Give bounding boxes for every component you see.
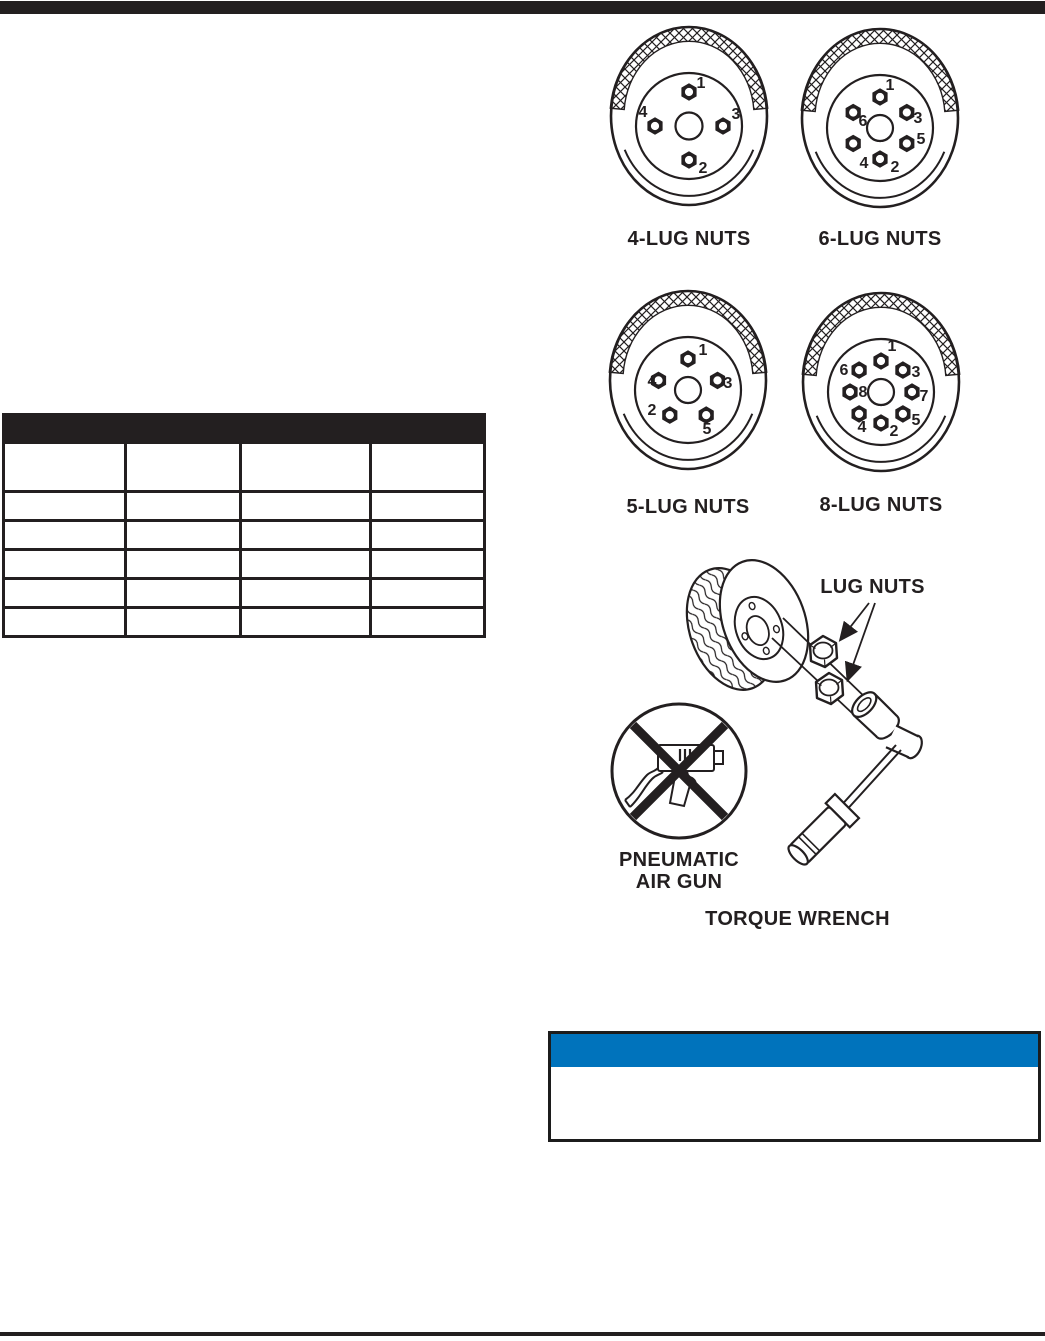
lug-number-2: 2 xyxy=(698,160,708,177)
table-cell xyxy=(4,443,126,492)
table-cell xyxy=(126,579,241,608)
table-header-cell xyxy=(4,415,485,443)
table-cell xyxy=(371,579,485,608)
lug-number-1: 1 xyxy=(698,342,708,359)
caption-4-lug: 4-LUG NUTS xyxy=(627,228,751,250)
table-cell xyxy=(241,608,371,637)
bottom-rule xyxy=(0,1332,1045,1336)
table-cell xyxy=(371,550,485,579)
top-rule xyxy=(0,1,1045,14)
lug-number-4: 4 xyxy=(857,419,867,436)
lug-number-5: 5 xyxy=(702,421,712,438)
table-cell xyxy=(126,521,241,550)
table-cell xyxy=(4,492,126,521)
table-cell xyxy=(371,608,485,637)
table-cell xyxy=(241,521,371,550)
lug-number-4: 4 xyxy=(638,104,648,121)
wheel-diagram-8-lug xyxy=(799,290,963,474)
pneumatic-air-gun-label-line1: PNEUMATIC xyxy=(618,849,740,871)
lug-number-3: 3 xyxy=(731,106,741,123)
wrench-shaft xyxy=(843,750,901,814)
lug-number-4: 4 xyxy=(647,373,657,390)
lug-number-1: 1 xyxy=(696,75,706,92)
lug-number-8: 8 xyxy=(858,384,868,401)
lug-number-3: 3 xyxy=(913,110,923,127)
lug-number-3: 3 xyxy=(911,364,921,381)
lug-number-1: 1 xyxy=(887,338,897,355)
table-cell xyxy=(4,579,126,608)
torque-wrench-label: TORQUE WRENCH xyxy=(705,908,890,930)
table-cell xyxy=(241,492,371,521)
table-cell xyxy=(241,579,371,608)
lug-number-1: 1 xyxy=(885,77,895,94)
pneumatic-air-gun-label-line2: AIR GUN xyxy=(635,871,723,893)
table-cell xyxy=(4,608,126,637)
caption-5-lug: 5-LUG NUTS xyxy=(626,496,750,518)
table-cell xyxy=(126,608,241,637)
table-cell xyxy=(126,492,241,521)
torque-specs-table xyxy=(2,413,486,638)
wrench-handle xyxy=(782,794,859,871)
lug-number-5: 5 xyxy=(911,412,921,429)
table-cell xyxy=(241,550,371,579)
lug-number-2: 2 xyxy=(889,423,899,440)
lug-number-3: 3 xyxy=(723,375,733,392)
lug-number-2: 2 xyxy=(647,402,657,419)
lug-nut-3d-icon xyxy=(816,673,843,704)
lug-number-4: 4 xyxy=(859,155,869,172)
lug-number-5: 5 xyxy=(916,131,926,148)
lug-nut-3d-icon xyxy=(810,636,837,667)
table-cell xyxy=(126,550,241,579)
pneumatic-air-gun-label xyxy=(606,849,752,893)
wheel-diagram-6-lug xyxy=(798,26,962,210)
lug-nuts-arrow xyxy=(848,603,875,679)
table-cell xyxy=(371,443,485,492)
wrench-shaft xyxy=(838,745,896,809)
lug-number-6: 6 xyxy=(858,113,868,130)
wheel-diagram-4-lug xyxy=(607,24,771,208)
caption-8-lug: 8-LUG NUTS xyxy=(819,494,943,516)
table-cell xyxy=(241,443,371,492)
table-cell xyxy=(4,550,126,579)
lug-nuts-label: LUG NUTS xyxy=(820,576,925,598)
notice-header-band xyxy=(551,1034,1038,1067)
no-pneumatic-air-gun-icon xyxy=(612,704,746,838)
lug-number-2: 2 xyxy=(890,159,900,176)
notice-box xyxy=(548,1031,1041,1142)
table-cell xyxy=(371,521,485,550)
table-cell xyxy=(371,492,485,521)
caption-6-lug: 6-LUG NUTS xyxy=(818,228,942,250)
tire-perspective xyxy=(671,548,824,702)
table-cell xyxy=(126,443,241,492)
lug-number-6: 6 xyxy=(839,362,849,379)
wheel-diagram-5-lug xyxy=(606,287,770,473)
lug-number-7: 7 xyxy=(919,388,929,405)
table-cell xyxy=(4,521,126,550)
